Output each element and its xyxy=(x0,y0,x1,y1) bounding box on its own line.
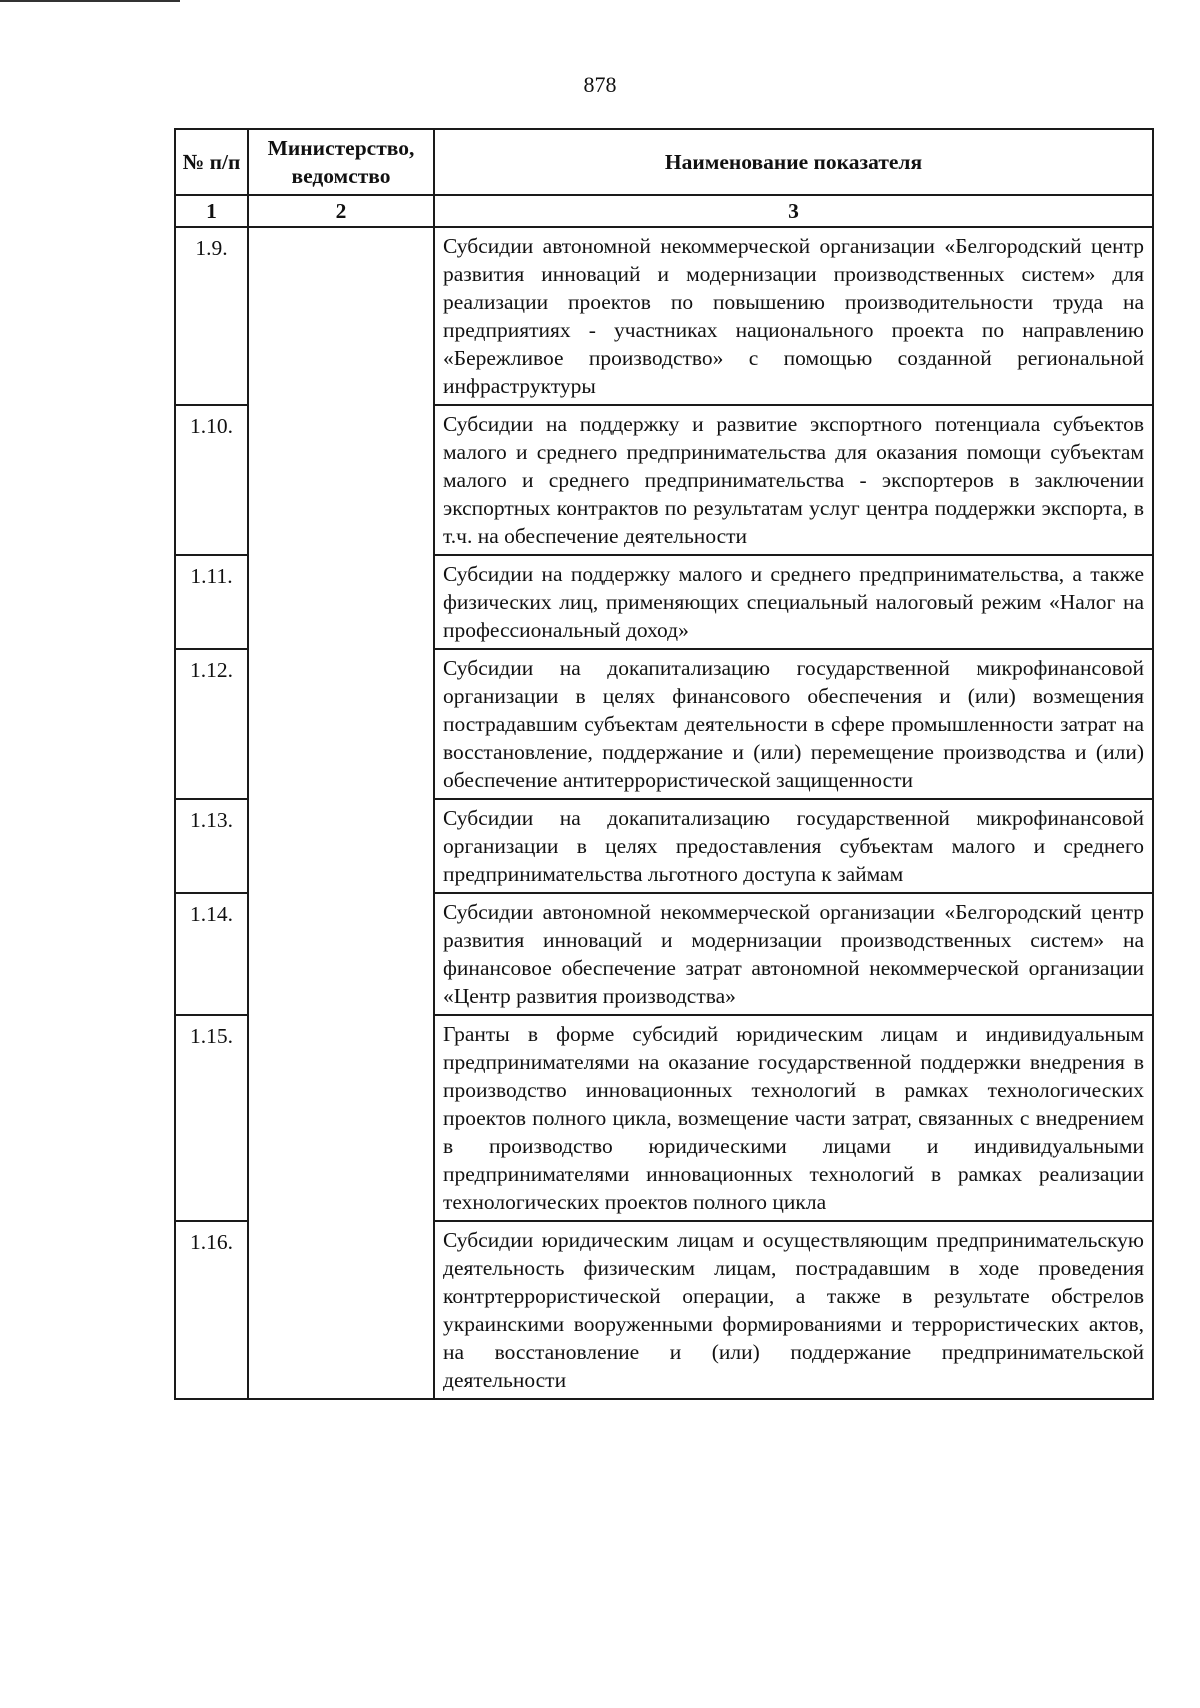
row-number: 1.9. xyxy=(175,227,248,405)
indicator-name: Субсидии на докапитализацию государственной микрофинансовой организации в целях предоставления субъектам малого и среднего предпринимательства льготного доступа к займам xyxy=(434,799,1153,893)
indicator-name: Субсидии автономной некоммерческой организации «Белгородский центр развития инноваций и модернизации производственных систем» на финансовое обеспечение затрат автономной некоммерческой организации «Центр развития производства» xyxy=(434,893,1153,1015)
header-number: № п/п xyxy=(175,129,248,195)
indicator-name: Субсидии автономной некоммерческой организации «Белгородский центр развития инноваций и модернизации производственных систем» для реализации проектов по повышению производительности труда на предприятиях - участниках национального проекта по направлению «Бережливое производство» с помощью созданной региональной инфраструктуры xyxy=(434,227,1153,405)
table-row xyxy=(175,227,1153,405)
column-number-1: 1 xyxy=(175,195,248,227)
column-number-2: 2 xyxy=(248,195,434,227)
column-number-3: 3 xyxy=(434,195,1153,227)
header-indicator-name: Наименование показателя xyxy=(434,129,1153,195)
row-number: 1.14. xyxy=(175,893,248,1015)
page-number: 878 xyxy=(583,72,617,97)
indicator-name: Субсидии на докапитализацию государственной микрофинансовой организации в целях финансового обеспечения и (или) возмещения пострадавшим субъектам деятельности в сфере промышленности затрат на восстановление, поддержание и (или) перемещение производства и (или) обеспечение антитеррористической защищенности xyxy=(434,649,1153,799)
row-number: 1.10. xyxy=(175,405,248,555)
indicator-name: Субсидии юридическим лицам и осуществляющим предпринимательскую деятельность физическим лицам, пострадавшим в ходе проведения контртеррористической операции, а также в результате обстрелов украинскими вооруженными формированиями и террористических актов, на восстановление и (или) поддержание предпринимательской деятельности xyxy=(434,1221,1153,1399)
header-ministry: Министерство, ведомство xyxy=(248,129,434,195)
indicator-name: Субсидии на поддержку и развитие экспортного потенциала субъектов малого и среднего предпринимательства для оказания помощи субъектам малого и среднего предпринимательства - экспортеров в заключении экспортных контрактов по результатам услуг центра поддержки экспорта, в т.ч. на обеспечение деятельности xyxy=(434,405,1153,555)
row-number: 1.12. xyxy=(175,649,248,799)
indicator-name: Субсидии на поддержку малого и среднего предпринимательства, а также физических лиц, применяющих специальный налоговый режим «Налог на профессиональный доход» xyxy=(434,555,1153,649)
row-number: 1.13. xyxy=(175,799,248,893)
column-numbers-row xyxy=(175,195,1153,227)
row-number: 1.15. xyxy=(175,1015,248,1221)
scan-edge-mark xyxy=(0,0,180,2)
row-number: 1.16. xyxy=(175,1221,248,1399)
indicator-name: Гранты в форме субсидий юридическим лицам и индивидуальным предпринимателями на оказание государственной поддержки внедрения в производство инновационных технологий в рамках технологических проектов полного цикла, возмещение части затрат, связанных с внедрением в производство юридическими лицами и индивидуальными предпринимателями инновационных технологий в рамках реализации технологических проектов полного цикла xyxy=(434,1015,1153,1221)
table-header-row xyxy=(175,129,1153,195)
row-number: 1.11. xyxy=(175,555,248,649)
ministry-cell xyxy=(248,227,434,1399)
indicators-table xyxy=(174,128,1154,1400)
